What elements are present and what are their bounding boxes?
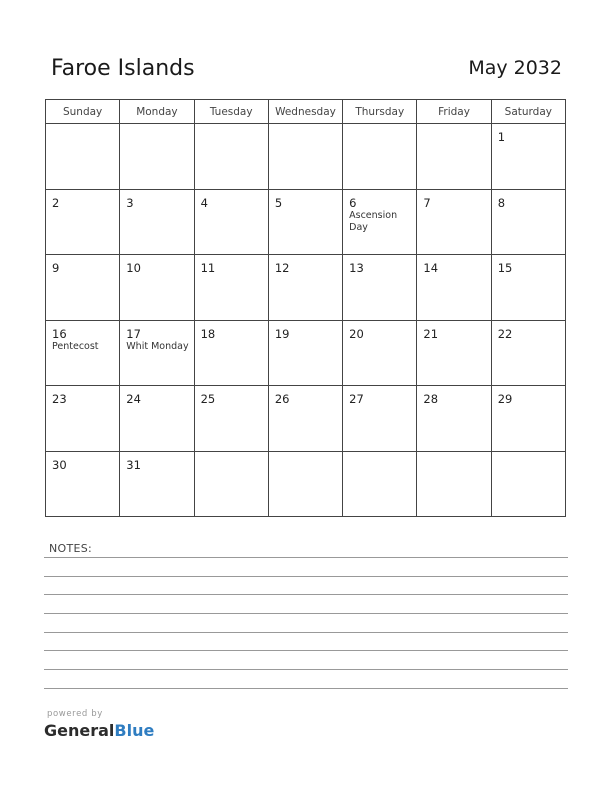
powered-by-text: powered by: [47, 709, 103, 719]
day-number: 16: [52, 326, 67, 341]
note-line: [44, 594, 568, 595]
calendar-day-cell: [491, 255, 565, 321]
calendar-day-cell: [268, 386, 342, 452]
day-number: 3: [126, 195, 134, 210]
weekday-thursday: Thursday: [343, 100, 417, 124]
calendar-empty-cell: [268, 451, 342, 517]
calendar-day-cell: [120, 255, 194, 321]
day-number: 8: [497, 195, 506, 210]
calendar-day-cell: [343, 386, 417, 452]
calendar-month-year: May 2032: [468, 57, 562, 79]
day-number: 25: [200, 392, 216, 406]
weekday-saturday: Saturday: [491, 100, 565, 124]
day-number: 22: [497, 326, 513, 341]
calendar-day-cell: [46, 451, 120, 517]
calendar-day-cell: [46, 386, 120, 452]
calendar-day-cell: [417, 255, 491, 321]
calendar-day-cell: [491, 124, 565, 190]
calendar-day-cell: [343, 189, 417, 255]
calendar-day-cell: [120, 386, 194, 452]
brand-blue: Blue: [114, 721, 155, 740]
day-number: 1: [497, 130, 506, 144]
day-number: 10: [126, 261, 141, 275]
calendar-week-row: [46, 189, 566, 255]
calendar-day-cell: [268, 320, 342, 386]
day-number: 6: [349, 195, 357, 210]
note-line: [44, 576, 568, 577]
calendar-day-cell: [491, 320, 565, 386]
day-number: 2: [52, 195, 60, 210]
day-number: 28: [423, 392, 439, 406]
note-line: [44, 557, 568, 558]
day-number: 23: [52, 392, 67, 406]
day-number: 26: [274, 392, 290, 406]
day-number: 7: [423, 195, 431, 210]
calendar-day-cell: [46, 320, 120, 386]
brand-general: General: [44, 721, 115, 740]
calendar-day-cell: [194, 320, 268, 386]
calendar-day-cell: [268, 255, 342, 321]
day-number: 11: [200, 261, 216, 275]
day-number: 27: [349, 392, 364, 406]
calendar-empty-cell: [491, 451, 565, 517]
calendar-empty-cell: [194, 451, 268, 517]
calendar-day-cell: [417, 189, 491, 255]
calendar-day-cell: [120, 320, 194, 386]
calendar-week-row: [46, 451, 566, 517]
calendar-country-title: Faroe Islands: [51, 56, 195, 81]
calendar-empty-cell: [120, 124, 194, 190]
weekday-wednesday: Wednesday: [268, 100, 342, 124]
holiday-label: Whit Monday: [126, 340, 189, 352]
calendar-empty-cell: [417, 451, 491, 517]
calendar-day-cell: [194, 255, 268, 321]
day-number: 20: [349, 326, 364, 341]
weekday-tuesday: Tuesday: [194, 100, 268, 124]
calendar-day-cell: [268, 189, 342, 255]
calendar-week-row: [46, 124, 566, 190]
calendar-day-cell: [120, 451, 194, 517]
weekday-monday: Monday: [120, 100, 194, 124]
calendar-empty-cell: [46, 124, 120, 190]
weekday-sunday: Sunday: [46, 100, 120, 124]
weekday-header-row: [46, 100, 566, 124]
day-number: 9: [52, 261, 60, 275]
note-line: [44, 669, 568, 670]
calendar-week-row: [46, 320, 566, 386]
day-number: 4: [200, 195, 208, 210]
calendar-empty-cell: [343, 451, 417, 517]
day-number: 21: [423, 326, 439, 341]
calendar-day-cell: [343, 320, 417, 386]
note-line: [44, 613, 568, 614]
day-number: 31: [126, 457, 141, 472]
calendar-day-cell: [417, 386, 491, 452]
calendar-week-row: [46, 386, 566, 452]
note-line: [44, 688, 568, 689]
calendar-day-cell: [194, 189, 268, 255]
calendar-day-cell: [343, 255, 417, 321]
holiday-label: Pentecost: [52, 340, 99, 352]
calendar-day-cell: [194, 386, 268, 452]
day-number: 29: [497, 392, 513, 406]
day-number: 15: [497, 261, 513, 275]
day-number: 17: [126, 326, 141, 341]
calendar-day-cell: [46, 189, 120, 255]
calendar-day-cell: [417, 320, 491, 386]
calendar-empty-cell: [268, 124, 342, 190]
calendar-day-cell: [120, 189, 194, 255]
calendar-day-cell: [46, 255, 120, 321]
holiday-label: Ascension Day: [349, 209, 398, 233]
calendar-day-cell: [491, 386, 565, 452]
day-number: 5: [274, 195, 283, 210]
generalblue-logo[interactable]: [44, 721, 154, 740]
day-number: 19: [274, 326, 290, 341]
note-line: [44, 632, 568, 633]
day-number: 12: [274, 261, 290, 275]
day-number: 24: [126, 392, 141, 406]
day-number: 13: [349, 261, 364, 275]
calendar-week-row: [46, 255, 566, 321]
weekday-friday: Friday: [417, 100, 491, 124]
calendar-empty-cell: [194, 124, 268, 190]
day-number: 14: [423, 261, 439, 275]
day-number: 30: [52, 457, 67, 472]
calendar-empty-cell: [343, 124, 417, 190]
note-line: [44, 650, 568, 651]
calendar-empty-cell: [417, 124, 491, 190]
notes-label: NOTES:: [49, 542, 93, 555]
calendar-day-cell: [491, 189, 565, 255]
day-number: 18: [200, 326, 216, 341]
calendar-grid: [45, 99, 566, 517]
